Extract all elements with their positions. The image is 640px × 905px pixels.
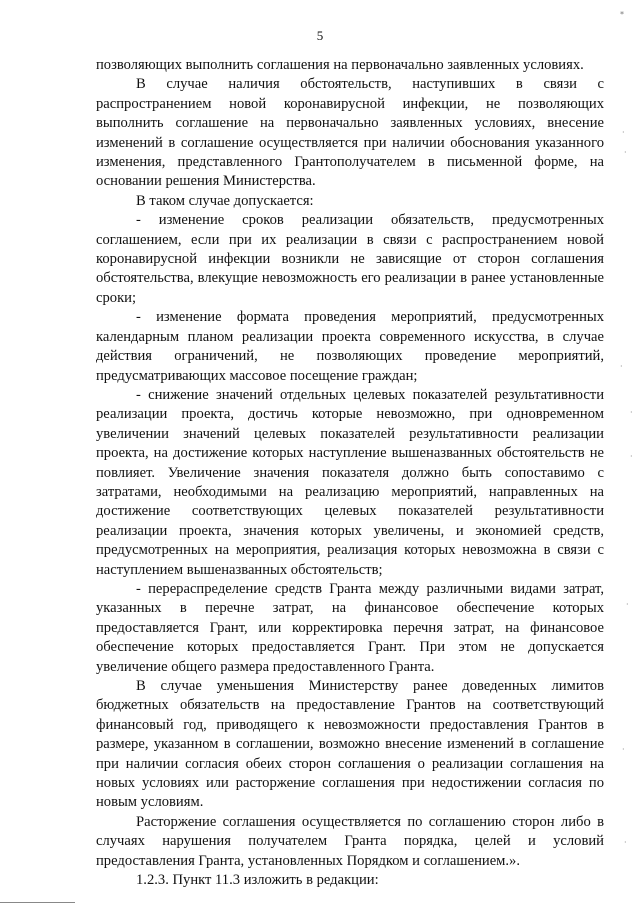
- page-number: 5: [316, 28, 324, 43]
- scan-mark: ·: [624, 838, 627, 847]
- paragraph-1: позволяющих выполнить соглашения на первоначально заявленных условиях.: [96, 57, 584, 73]
- scan-mark: ·: [626, 600, 629, 609]
- bottom-line: [0, 902, 75, 903]
- scan-mark: ·: [622, 745, 625, 754]
- scan-mark: *: [620, 10, 624, 19]
- scan-mark: ·: [620, 362, 623, 371]
- list-item-4: - перераспределение средств Гранта между различными видами затрат, указанных в перечне затрат, на финансовое обеспечение которых предоставляется Грант, или корректировка перечня затрат, на финансовое обеспечение которых предоставляется Грант. При этом не допускается увеличение общего размера предоставленного Гранта.: [96, 580, 604, 675]
- list-item-1: - изменение сроков реализации обязательств, предусмотренных соглашением, если при их реализации в связи с распространением новой коронавирусной инфекции возникли не зависящие от сторон соглашения обстоятельства, влекущие невозможность его реализации в ранее установленные сроки;: [96, 212, 604, 306]
- scan-mark: ·: [622, 128, 625, 137]
- paragraph-5: Расторжение соглашения осуществляется по соглашению сторон либо в случаях нарушения получателем Гранта порядка, целей и условий предоставления Гранта, установленных Порядком и соглашением.».: [96, 813, 604, 869]
- list-item-3: - снижение значений отдельных целевых показателей результативности реализации проекта, достичь которые невозможно, при одновременном увеличении значений целевых показателей результативности реализации проекта, на достижение которых наступление вышеназванных обстоятельств не повлияет. Увеличение значения показателя должно быть сопоставимо с затратами, необходимыми на реализацию мероприятий, направленных на достижение соответствующих целевых показателей результативности реализации проекта, значения которых увеличены, и экономией средств, предусмотренных на мероприятия, реализация которых невозможна в связи с наступлением вышеназванных обстоятельств;: [96, 386, 604, 578]
- paragraph-6: 1.2.3. Пункт 11.3 изложить в редакции:: [136, 872, 379, 889]
- paragraph-4: В случае уменьшения Министерству ранее доведенных лимитов бюджетных обязательств на предоставление Грантов на соответствующий финансовый год, приводящего к невозможности предоставления Грантов в размере, указанном в соглашении, возможно внесение изменений в соглашение при наличии согласия обеих сторон соглашения о реализации соглашения на новых условиях или расторжение соглашения при недостижении согласия по новым условиям.: [96, 678, 604, 811]
- scan-mark: ·: [624, 148, 627, 157]
- document-body: [96, 56, 604, 890]
- paragraph-2: В случае наличия обстоятельств, наступивших в связи с распространением новой коронавирусной инфекции, не позволяющих выполнить соглашение на первоначально заявленных условиях, внесение изменений в соглашение осуществляется при наличии обоснования указанного изменения, представленного Грантополучателем в письменной форме, на основании решения Министерства.: [96, 76, 604, 190]
- list-item-2: - изменение формата проведения мероприятий, предусмотренных календарным планом реализации проекта современного искусства, в случае действия ограничений, не позволяющих проведение мероприятий, предусматривающих массовое посещение граждан;: [96, 309, 604, 384]
- paragraph-3: В таком случае допускается:: [136, 192, 314, 209]
- scan-mark: ·: [630, 452, 633, 461]
- scan-mark: ·: [630, 408, 633, 417]
